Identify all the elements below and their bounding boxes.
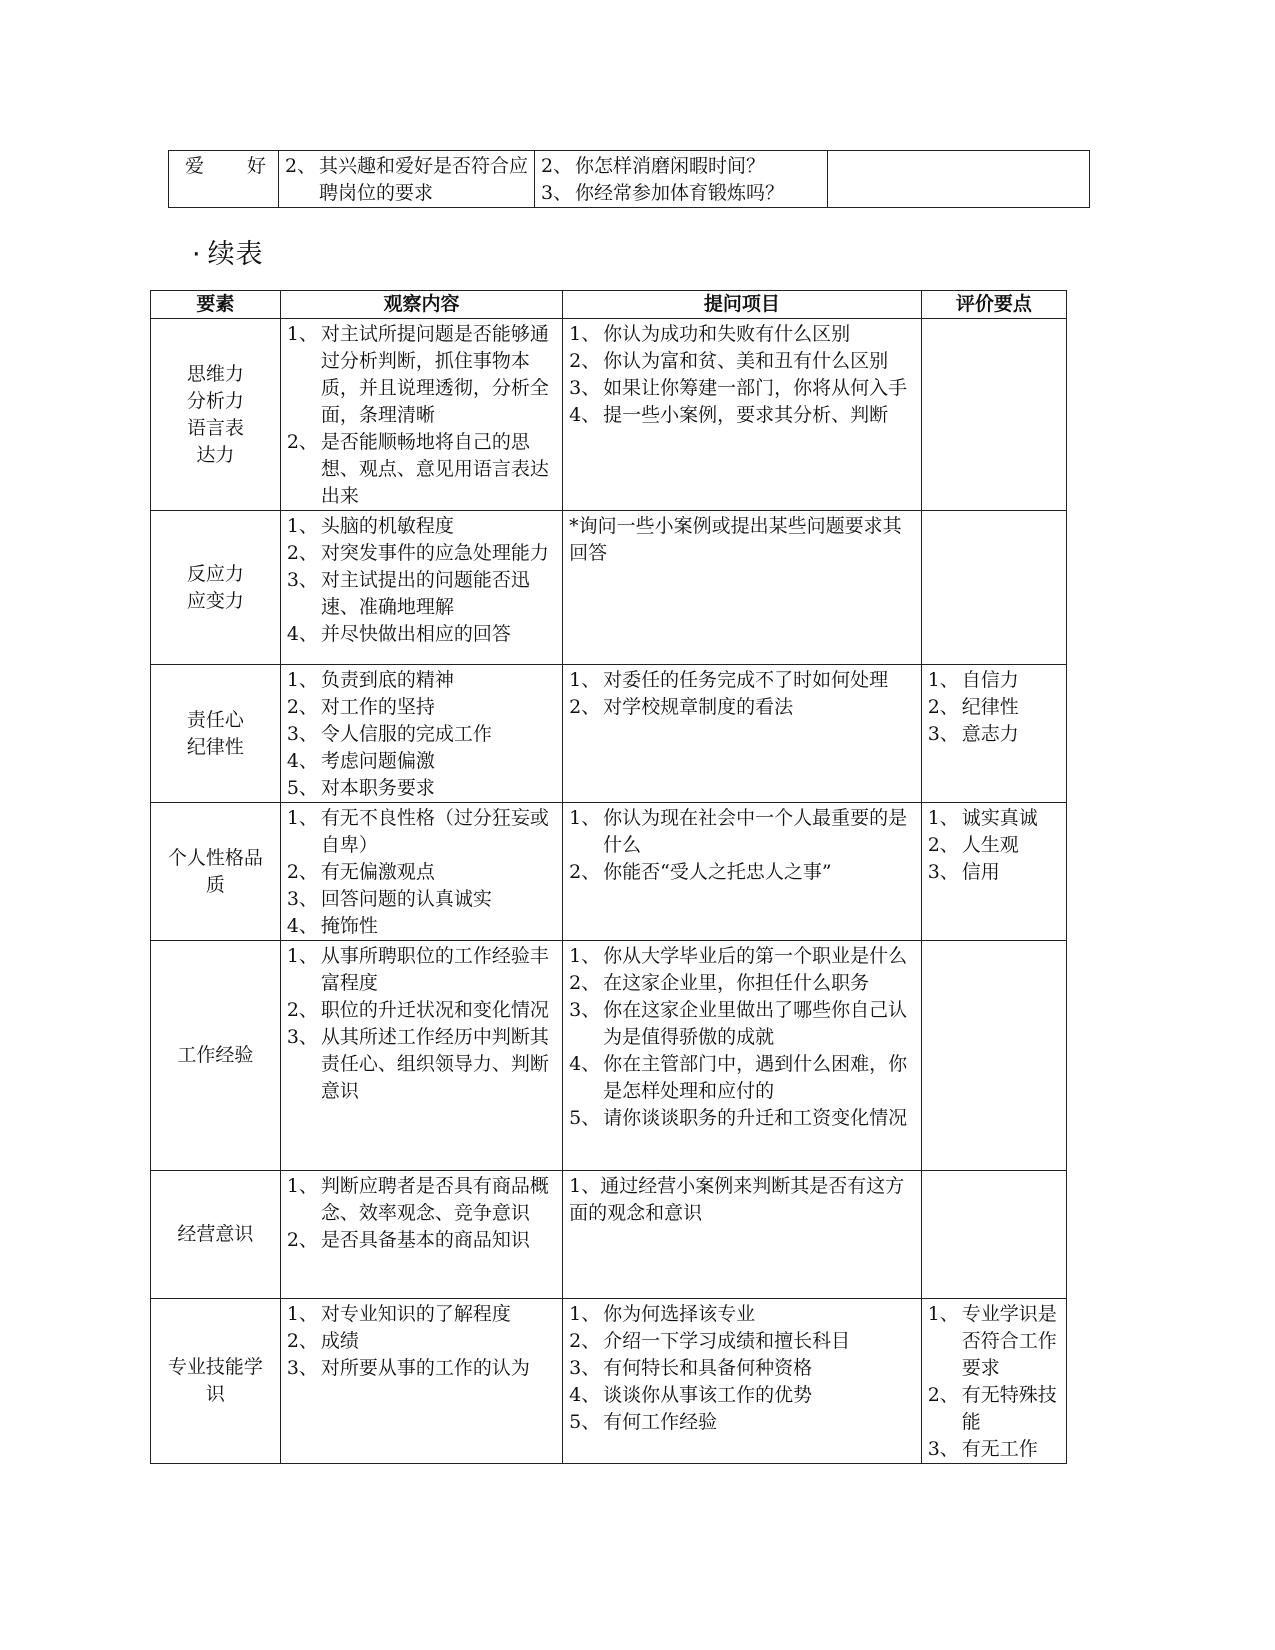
list-item xyxy=(285,153,528,207)
observe-cell xyxy=(280,1171,562,1299)
observe-list xyxy=(287,321,556,510)
factor-cell xyxy=(151,665,281,803)
questions-cell xyxy=(563,319,922,511)
item-number: 3、 xyxy=(927,1438,959,1460)
item-text: 负责到底的精神 xyxy=(320,669,454,691)
factor-cell xyxy=(151,319,281,511)
list-item xyxy=(541,180,821,207)
item-text: 你在主管部门中，遇到什么困难，你是怎样处理和应付的 xyxy=(603,1053,908,1102)
factor-line: 经营意识 xyxy=(177,1223,254,1245)
questions-list xyxy=(569,321,915,429)
item-number: 2、 xyxy=(286,696,318,718)
list-item xyxy=(287,667,556,694)
evaluation-list xyxy=(928,1301,1060,1463)
list-item xyxy=(569,1328,915,1355)
item-number: 2、 xyxy=(569,972,601,994)
factor-cell xyxy=(151,803,281,941)
item-text: 如果让你筹建一部门，你将从何入手 xyxy=(603,377,908,399)
item-number: 4、 xyxy=(286,915,318,937)
item-text: 对主试提出的问题能否迅速、准确地理解 xyxy=(320,569,530,618)
table-row xyxy=(169,151,1090,208)
table-body xyxy=(151,319,1067,1464)
item-text: 你怎样消磨闲暇时间？ xyxy=(575,155,766,177)
list-item xyxy=(287,321,556,429)
factor-line: 达力 xyxy=(196,443,235,466)
item-number: 3、 xyxy=(569,1357,601,1379)
list-item xyxy=(287,943,556,997)
header-evaluation: 评价要点 xyxy=(921,291,1066,319)
item-number: 1、 xyxy=(569,945,601,967)
item-text: 考虑问题偏激 xyxy=(320,750,435,772)
item-number: 3、 xyxy=(927,861,959,883)
item-number: 3、 xyxy=(569,999,601,1021)
list-item xyxy=(569,402,915,429)
item-text: 你认为成功和失败有什么区别 xyxy=(603,323,851,345)
factor-cell xyxy=(151,1299,281,1464)
list-item xyxy=(928,1301,1060,1382)
item-text: 提一些小案例，要求其分析、判断 xyxy=(603,404,889,426)
item-number: 1、 xyxy=(927,669,959,691)
list-item xyxy=(928,1382,1060,1436)
table-row xyxy=(151,1299,1067,1464)
item-text: 从事所聘职位的工作经验丰富程度 xyxy=(320,945,549,994)
item-text: 掩饰性 xyxy=(320,915,378,937)
item-text: 成绩 xyxy=(320,1330,359,1352)
questions-text: *询问一些小案例或提出某些问题要求其回答 xyxy=(569,515,902,564)
factor-cell xyxy=(151,941,281,1171)
questions-cell xyxy=(563,941,922,1171)
item-text: 判断应聘者是否具有商品概念、效率观念、竞争意识 xyxy=(320,1175,549,1224)
item-text: 是否具备基本的商品知识 xyxy=(320,1229,530,1251)
questions-list xyxy=(569,805,915,886)
factor-line: 识 xyxy=(205,1383,225,1405)
questions-cell xyxy=(563,1299,922,1464)
list-item xyxy=(287,513,556,540)
item-number: 1、 xyxy=(286,323,318,345)
item-number: 3、 xyxy=(286,723,318,745)
item-text: 你经常参加体育锻炼吗？ xyxy=(575,182,785,204)
item-text: 对学校规章制度的看法 xyxy=(603,696,794,718)
list-item xyxy=(287,540,556,567)
item-text: 介绍一下学习成绩和擅长科目 xyxy=(603,1330,851,1352)
observe-list xyxy=(287,1301,556,1382)
header-questions: 提问项目 xyxy=(563,291,922,319)
item-text: 对工作的坚持 xyxy=(320,696,435,718)
list-item xyxy=(569,1051,915,1105)
item-number: 3、 xyxy=(927,723,959,745)
list-item xyxy=(928,805,1060,832)
item-number: 2、 xyxy=(286,431,318,453)
observe-cell xyxy=(280,665,562,803)
factor-line: 质 xyxy=(205,873,225,896)
list-item xyxy=(569,1355,915,1382)
list-item xyxy=(287,1024,556,1105)
item-text: 有无特殊技能 xyxy=(961,1384,1057,1433)
item-number: 3、 xyxy=(286,888,318,910)
list-item xyxy=(569,348,915,375)
item-number: 2、 xyxy=(286,1229,318,1251)
item-number: 4、 xyxy=(569,404,601,426)
questions-cell xyxy=(563,511,922,665)
table-row xyxy=(151,511,1067,665)
item-number: 3、 xyxy=(286,569,318,591)
factor-line: 责任心 xyxy=(186,708,244,731)
factor-line: 语言表 xyxy=(186,416,244,439)
factor-line: 工作经验 xyxy=(177,1044,254,1066)
item-number: 2、 xyxy=(927,1384,959,1406)
item-text: 回答问题的认真诚实 xyxy=(320,888,492,910)
observe-list xyxy=(287,667,556,802)
list-item xyxy=(569,1301,915,1328)
list-item xyxy=(287,621,556,648)
list-item xyxy=(569,970,915,997)
list-item xyxy=(928,694,1060,721)
item-text: 并尽快做出相应的回答 xyxy=(320,623,511,645)
questions-cell xyxy=(563,1171,922,1299)
item-number: 2、 xyxy=(286,1330,318,1352)
item-text: 职位的升迁状况和变化情况 xyxy=(320,999,549,1021)
observe-cell xyxy=(280,319,562,511)
list-item xyxy=(287,775,556,802)
item-text: 谈谈你从事该工作的优势 xyxy=(603,1384,813,1406)
evaluation-cell xyxy=(921,803,1066,941)
list-item xyxy=(287,997,556,1024)
item-text: 信用 xyxy=(961,861,1000,883)
item-text: 专业学识是否符合工作要求 xyxy=(961,1303,1057,1379)
item-number: 4、 xyxy=(569,1384,601,1406)
section-heading xyxy=(192,232,264,271)
item-number: 2、 xyxy=(569,350,601,372)
item-number: 1、 xyxy=(927,807,959,829)
item-number: 1、 xyxy=(569,323,601,345)
list-item xyxy=(287,1227,556,1254)
header-factor: 要素 xyxy=(151,291,281,319)
bullet-icon: · xyxy=(192,239,202,270)
list-item xyxy=(569,321,915,348)
item-text: 你从大学毕业后的第一个职业是什么 xyxy=(603,945,908,967)
item-number: 1、 xyxy=(569,1303,601,1325)
list-item xyxy=(287,1355,556,1382)
observe-list xyxy=(287,805,556,940)
item-text: 诚实真诚 xyxy=(961,807,1038,829)
factor-line: 分析力 xyxy=(186,389,244,412)
table-row xyxy=(151,1171,1067,1299)
header-row xyxy=(151,291,1067,319)
item-text: 对委任的任务完成不了时如何处理 xyxy=(603,669,889,691)
list-item xyxy=(569,859,915,886)
factor-line: 纪律性 xyxy=(186,735,244,758)
list-item xyxy=(287,913,556,940)
observe-cell xyxy=(280,1299,562,1464)
list-item xyxy=(928,859,1060,886)
list-item xyxy=(569,805,915,859)
item-number: 1、 xyxy=(286,1303,318,1325)
item-text: 有无偏激观点 xyxy=(320,861,435,883)
item-text: 纪律性 xyxy=(961,696,1019,718)
observe-cell xyxy=(280,941,562,1171)
observe-cell xyxy=(279,151,535,208)
list-item xyxy=(287,694,556,721)
evaluation-cell xyxy=(921,1299,1066,1464)
item-text: 对本职务要求 xyxy=(320,777,435,799)
item-number: 5、 xyxy=(569,1107,601,1129)
item-number: 1、 xyxy=(569,669,601,691)
item-number: 4、 xyxy=(286,623,318,645)
list-item xyxy=(569,1105,915,1132)
evaluation-cell xyxy=(921,511,1066,665)
item-number: 1、 xyxy=(286,669,318,691)
list-item xyxy=(569,943,915,970)
item-text: 头脑的机敏程度 xyxy=(320,515,454,537)
item-text: 在这家企业里，你担任什么职务 xyxy=(603,972,870,994)
list-item xyxy=(569,1409,915,1436)
list-item xyxy=(569,694,915,721)
item-text: 你能否“受人之托忠人之事” xyxy=(603,861,832,883)
item-number: 3、 xyxy=(286,1357,318,1379)
list-item xyxy=(287,805,556,859)
observe-cell xyxy=(280,511,562,665)
hobby-table xyxy=(168,150,1090,208)
observe-list xyxy=(287,943,556,1105)
table-row xyxy=(151,941,1067,1171)
questions-list xyxy=(569,943,915,1132)
item-text: 对主试所提问题是否能够通过分析判断，抓住事物本质，并且说理透彻，分析全面，条理清晰 xyxy=(320,323,549,426)
item-number: 5、 xyxy=(286,777,318,799)
observe-list xyxy=(285,153,528,207)
evaluation-cell xyxy=(921,319,1066,511)
item-text: 你认为现在社会中一个人最重要的是什么 xyxy=(603,807,908,856)
item-number: 2、 xyxy=(569,696,601,718)
item-text: 意志力 xyxy=(961,723,1019,745)
item-text: 对突发事件的应急处理能力 xyxy=(320,542,549,564)
questions-list xyxy=(569,1301,915,1436)
item-text: 你在这家企业里做出了哪些你自己认为是值得骄傲的成就 xyxy=(603,999,908,1048)
item-text: 你认为富和贫、美和丑有什么区别 xyxy=(603,350,889,372)
item-text: 对所要从事的工作的认为 xyxy=(320,1357,530,1379)
list-item xyxy=(287,1173,556,1227)
interview-evaluation-table xyxy=(150,290,1067,1464)
questions-cell xyxy=(563,803,922,941)
factor-line: 个人性格品 xyxy=(167,846,263,869)
factor-cell: 爱 好 xyxy=(169,151,279,208)
list-item xyxy=(569,997,915,1051)
item-number: 2、 xyxy=(286,861,318,883)
item-number: 2、 xyxy=(569,861,601,883)
evaluation-cell xyxy=(921,665,1066,803)
item-number: 2、 xyxy=(285,155,317,177)
observe-list xyxy=(287,1173,556,1254)
item-text: 自信力 xyxy=(961,669,1019,691)
list-item xyxy=(287,859,556,886)
item-text: 你为何选择该专业 xyxy=(603,1303,756,1325)
item-number: 2、 xyxy=(569,1330,601,1352)
factor-line: 思维力 xyxy=(186,362,244,385)
factor-line: 反应力 xyxy=(186,562,244,585)
evaluation-list xyxy=(928,667,1060,748)
item-text: 对专业知识的了解程度 xyxy=(320,1303,511,1325)
list-item xyxy=(928,1436,1060,1463)
item-number: 2、 xyxy=(286,542,318,564)
item-text: 人生观 xyxy=(961,834,1019,856)
questions-cell xyxy=(535,151,828,208)
item-number: 2、 xyxy=(541,155,573,177)
list-item xyxy=(928,721,1060,748)
item-number: 1、 xyxy=(286,515,318,537)
item-number: 1、 xyxy=(569,807,601,829)
item-number: 2、 xyxy=(927,834,959,856)
section-heading-text: 续表 xyxy=(207,239,264,270)
item-text: 有无不良性格（过分狂妄或自卑） xyxy=(320,807,549,856)
list-item xyxy=(569,667,915,694)
item-number: 3、 xyxy=(569,377,601,399)
item-text: 请你谈谈职务的升迁和工资变化情况 xyxy=(603,1107,908,1129)
item-text: 令人信服的完成工作 xyxy=(320,723,492,745)
item-number: 1、 xyxy=(286,807,318,829)
item-number: 4、 xyxy=(569,1053,601,1075)
list-item xyxy=(287,429,556,510)
item-text: 有何特长和具备何种资格 xyxy=(603,1357,813,1379)
item-number: 1、 xyxy=(286,1175,318,1197)
item-number: 1、 xyxy=(927,1303,959,1325)
table-row xyxy=(151,803,1067,941)
list-item xyxy=(928,832,1060,859)
item-text: 有无工作 xyxy=(961,1438,1038,1460)
evaluation-cell xyxy=(828,151,1090,208)
item-number: 3、 xyxy=(286,1026,318,1048)
item-text: 从其所述工作经历中判断其责任心、组织领导力、判断意识 xyxy=(320,1026,549,1102)
evaluation-cell xyxy=(921,1171,1066,1299)
item-number: 1、 xyxy=(286,945,318,967)
factor-cell xyxy=(151,1171,281,1299)
list-item xyxy=(287,748,556,775)
factor-line: 专业技能学 xyxy=(167,1356,263,1378)
table-row xyxy=(151,319,1067,511)
list-item xyxy=(287,886,556,913)
questions-cell xyxy=(563,665,922,803)
item-number: 4、 xyxy=(286,750,318,772)
list-item xyxy=(569,375,915,402)
list-item xyxy=(287,1301,556,1328)
factor-line: 应变力 xyxy=(186,589,244,612)
list-item xyxy=(287,1328,556,1355)
observe-cell xyxy=(280,803,562,941)
evaluation-list xyxy=(928,805,1060,886)
item-text: 是否能顺畅地将自己的思想、观点、意见用语言表达出来 xyxy=(320,431,549,507)
evaluation-cell xyxy=(921,941,1066,1171)
list-item xyxy=(287,721,556,748)
table-row xyxy=(151,665,1067,803)
item-text: 其兴趣和爱好是否符合应聘岗位的要求 xyxy=(319,155,529,204)
item-number: 5、 xyxy=(569,1411,601,1433)
item-number: 2、 xyxy=(927,696,959,718)
list-item xyxy=(569,1382,915,1409)
observe-list xyxy=(287,513,556,648)
item-text: 有何工作经验 xyxy=(603,1411,718,1433)
list-item xyxy=(928,667,1060,694)
questions-list xyxy=(541,153,821,207)
list-item xyxy=(541,153,821,180)
item-number: 2、 xyxy=(286,999,318,1021)
questions-list xyxy=(569,667,915,721)
header-observe: 观察内容 xyxy=(280,291,562,319)
factor-cell xyxy=(151,511,281,665)
item-number: 3、 xyxy=(541,182,573,204)
list-item xyxy=(287,567,556,621)
questions-text: 1、通过经营小案例来判断其是否有这方面的观念和意识 xyxy=(569,1175,905,1224)
